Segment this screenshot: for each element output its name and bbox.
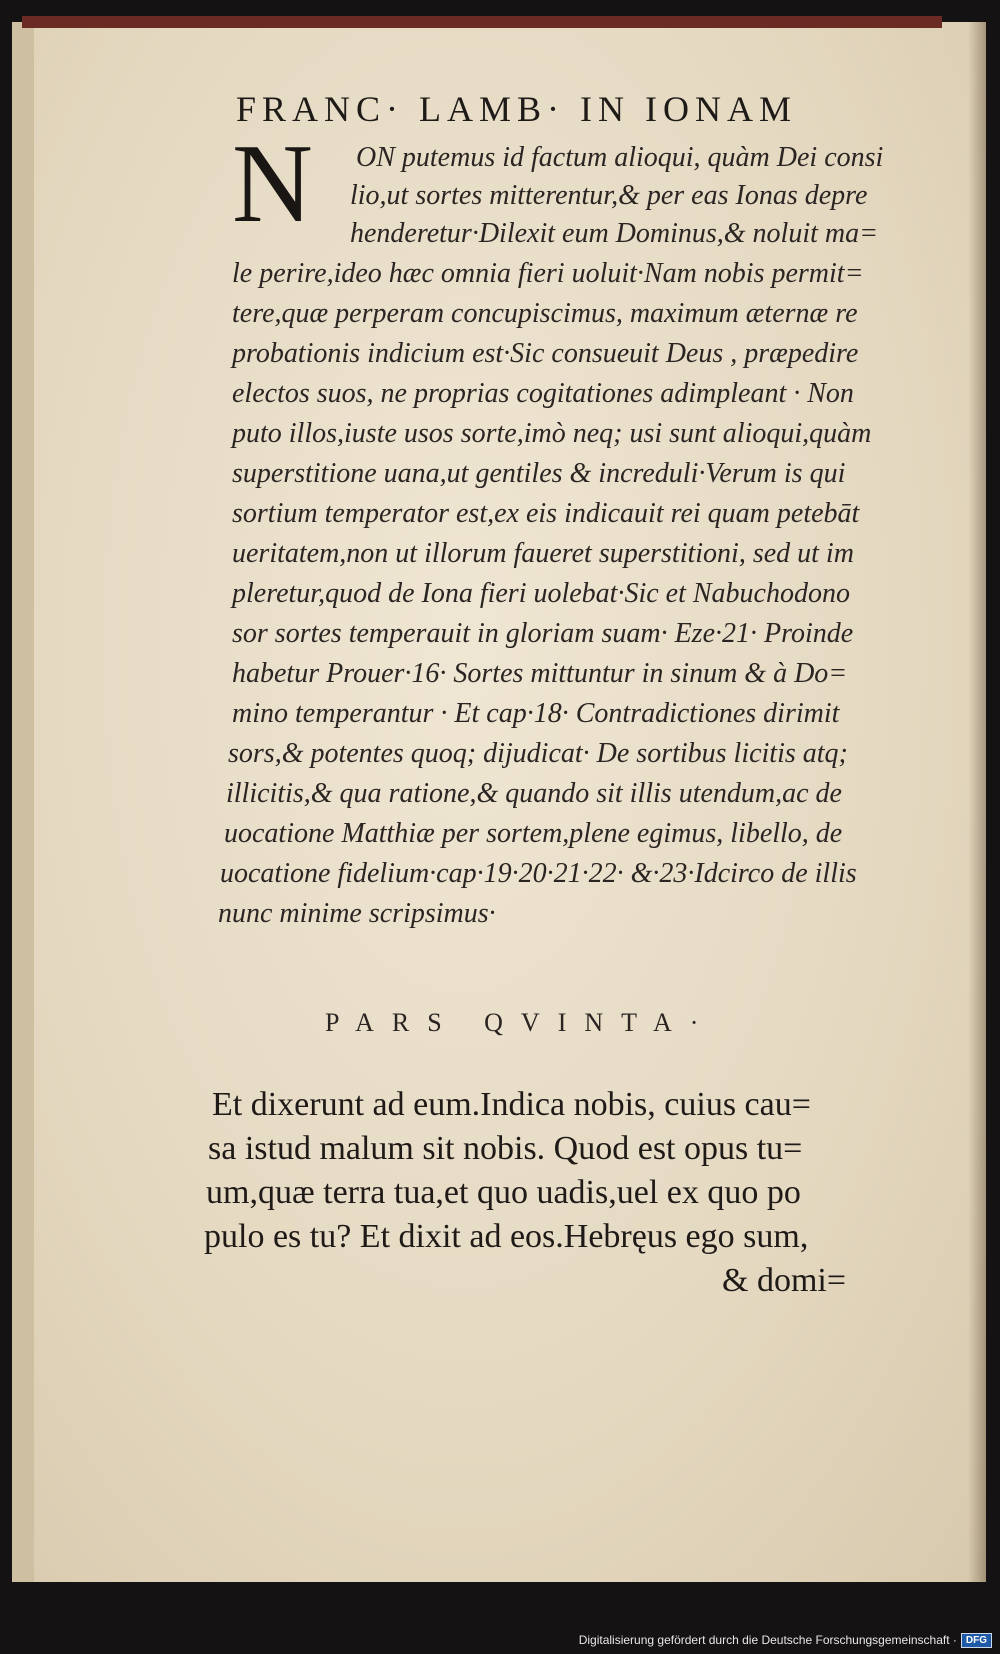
- text-line: pleretur,quod de Iona fieri uolebat·Sic et Nabuchodono: [232, 578, 850, 609]
- text-line: uocatione Matthiæ per sortem,plene egimus, libello, de: [224, 818, 843, 849]
- verse-line: Et dixerunt ad eum.Indica nobis, cuius cau=: [212, 1086, 811, 1123]
- text-line: le perire,ideo hæc omnia fieri uoluit·Nam nobis permit=: [232, 258, 864, 289]
- text-line: mino temperantur · Et cap·18· Contradictiones dirimit: [232, 698, 840, 729]
- verse-line: um,quæ terra tua,et quo uadis,uel ex quo po: [206, 1174, 801, 1211]
- text-line: henderetur·Dilexit eum Dominus,& noluit ma=: [350, 218, 879, 249]
- text-line: lio,ut sortes mitterentur,& per eas Ionas depre: [350, 180, 868, 211]
- verse-line: & domi=: [722, 1262, 847, 1299]
- text-line: uocatione fidelium·cap·19·20·21·22· &·23·Idcirco de illis: [220, 858, 857, 889]
- text-line: habetur Prouer·16· Sortes mittuntur in sinum & à Do=: [232, 658, 848, 689]
- drop-initial: N: [232, 122, 313, 246]
- text-line: tere,quæ perperam concupiscimus, maximum æternæ re: [232, 298, 858, 329]
- dfg-logo-icon: DFG: [961, 1633, 992, 1648]
- verse-line: pulo es tu? Et dixit ad eos.Hebręus ego sum,: [204, 1218, 809, 1255]
- text-line: superstitione uana,ut gentiles & increduli·Verum is qui: [232, 458, 846, 489]
- text-line: sor sortes temperauit in gloriam suam· Eze·21· Proinde: [232, 618, 854, 649]
- running-header: FRANC· LAMB· IN IONAM: [236, 89, 798, 129]
- digitization-footer: [579, 1630, 992, 1650]
- text-line: ueritatem,non ut illorum faueret superstitioni, sed ut im: [232, 538, 854, 569]
- text-line: ON putemus id factum alioqui, quàm Dei consi: [356, 142, 884, 173]
- footer-text: Digitalisierung gefördert durch die Deutsche Forschungsgemeinschaft ·: [578, 1633, 957, 1647]
- text-line: illicitis,& qua ratione,& quando sit illis utendum,ac de: [226, 778, 842, 809]
- text-line: sortium temperator est,ex eis indicauit rei quam petebāt: [232, 498, 860, 529]
- book-edge-strip: [22, 16, 942, 28]
- text-line: probationis indicium est·Sic consueuit Deus , præpedire: [232, 338, 859, 369]
- text-line: puto illos,iuste usos sorte,imò neq; usi sunt alioqui,quàm: [232, 418, 872, 449]
- section-title: PARS QVINTA·: [325, 1008, 717, 1037]
- text-line: nunc minime scripsimus·: [218, 898, 496, 929]
- text-line: sors,& potentes quoq; dijudicat· De sortibus licitis atq;: [228, 738, 848, 769]
- text-line: electos suos, ne proprias cogitationes adimpleant · Non: [232, 378, 854, 409]
- verse-line: sa istud malum sit nobis. Quod est opus tu=: [208, 1130, 803, 1167]
- page-edge-shadow: [968, 22, 986, 1582]
